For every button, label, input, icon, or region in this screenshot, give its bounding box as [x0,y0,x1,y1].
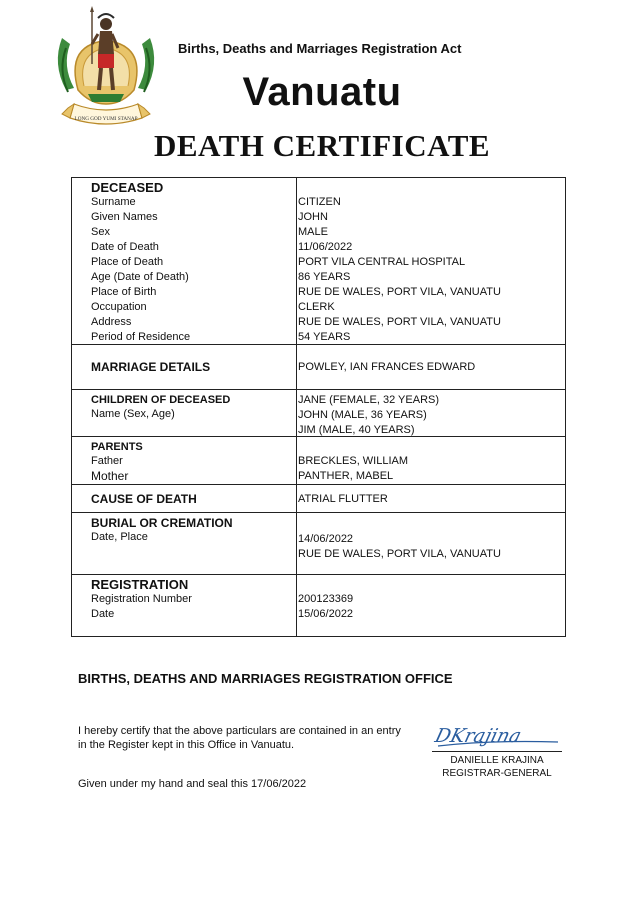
registrar-name: DANIELLE KRAJINA [450,755,544,766]
marriage-value: POWLEY, IAN FRANCES EDWARD [298,361,476,373]
father-value: BRECKLES, WILLIAM [298,455,409,467]
value-address: RUE DE WALES, PORT VILA, VANUATU [298,316,501,328]
registration-office-heading: BIRTHS, DEATHS AND MARRIAGES REGISTRATION OFFICE [78,671,453,686]
label-sex: Sex [91,226,110,238]
children-label: Name (Sex, Age) [91,408,175,420]
label-occupation: Occupation [91,301,147,313]
cause-value: ATRIAL FLUTTER [298,493,388,505]
certify-line-1: I hereby certify that the above particulars are contained in an entry [78,725,401,737]
marriage-heading: MARRIAGE DETAILS [91,360,211,374]
registrar-title: REGISTRAR-GENERAL [442,768,552,779]
value-period-of-residence: 54 YEARS [298,331,351,343]
value-age: 86 YEARS [298,271,351,283]
label-period-of-residence: Period of Residence [91,331,191,343]
child-value: JANE (FEMALE, 32 YEARS) [298,394,440,406]
registrar-block [432,754,562,780]
section-burial [72,512,565,574]
value-given-names: JOHN [298,211,328,223]
registration-date-label: Date [91,608,115,620]
section-cause-of-death [72,484,565,512]
registrar-signature [430,718,570,754]
value-sex: MALE [298,226,328,238]
burial-date: 14/06/2022 [298,533,354,545]
registration-number-label: Registration Number [91,593,192,605]
deceased-heading: DECEASED [91,180,164,195]
child-value: JIM (MALE, 40 YEARS) [298,424,415,436]
section-registration [72,574,565,636]
act-title: Births, Deaths and Marriages Registration Act [178,41,462,56]
certification-text [78,724,428,752]
burial-place: RUE DE WALES, PORT VILA, VANUATU [298,548,501,560]
parents-heading: PARENTS [91,441,143,453]
section-children [72,389,565,436]
label-given-names: Given Names [91,211,158,223]
emblem-motto: LONG GOD YUMI STANAP [74,116,138,122]
value-surname: CITIZEN [298,196,341,208]
given-under-hand-text: Given under my hand and seal this 17/06/2022 [78,778,307,790]
burial-label: Date, Place [91,531,148,543]
mother-value: PANTHER, MABEL [298,470,394,482]
value-date-of-death: 11/06/2022 [298,241,353,253]
cause-heading: CAUSE OF DEATH [91,492,197,506]
section-deceased [72,178,565,344]
label-surname: Surname [91,196,136,208]
father-label: Father [91,455,123,467]
section-marriage [72,344,565,389]
registration-heading: REGISTRATION [91,577,189,592]
section-parents [72,436,565,484]
signature-line [432,751,562,752]
country-title: Vanuatu [242,70,402,114]
value-occupation: CLERK [298,301,335,313]
certificate-table [71,177,566,637]
burial-heading: BURIAL OR CREMATION [91,516,233,530]
children-heading: CHILDREN OF DECEASED [91,394,231,406]
certify-line-2: in the Register kept in this Office in Vanuatu. [78,739,295,751]
child-value: JOHN (MALE, 36 YEARS) [298,409,427,421]
value-place-of-death: PORT VILA CENTRAL HOSPITAL [298,256,466,268]
registration-date-value: 15/06/2022 [298,608,354,620]
value-place-of-birth: RUE DE WALES, PORT VILA, VANUATU [298,286,501,298]
registration-number-value: 200123369 [298,593,354,605]
mother-label: Mother [91,469,129,483]
label-place-of-birth: Place of Birth [91,286,157,298]
label-place-of-death: Place of Death [91,256,164,268]
signature-text: DKrajina [432,724,524,747]
certificate-title: DEATH CERTIFICATE [153,128,491,163]
label-address: Address [91,316,132,328]
label-age: Age (Date of Death) [91,271,189,283]
label-date-of-death: Date of Death [91,241,159,253]
